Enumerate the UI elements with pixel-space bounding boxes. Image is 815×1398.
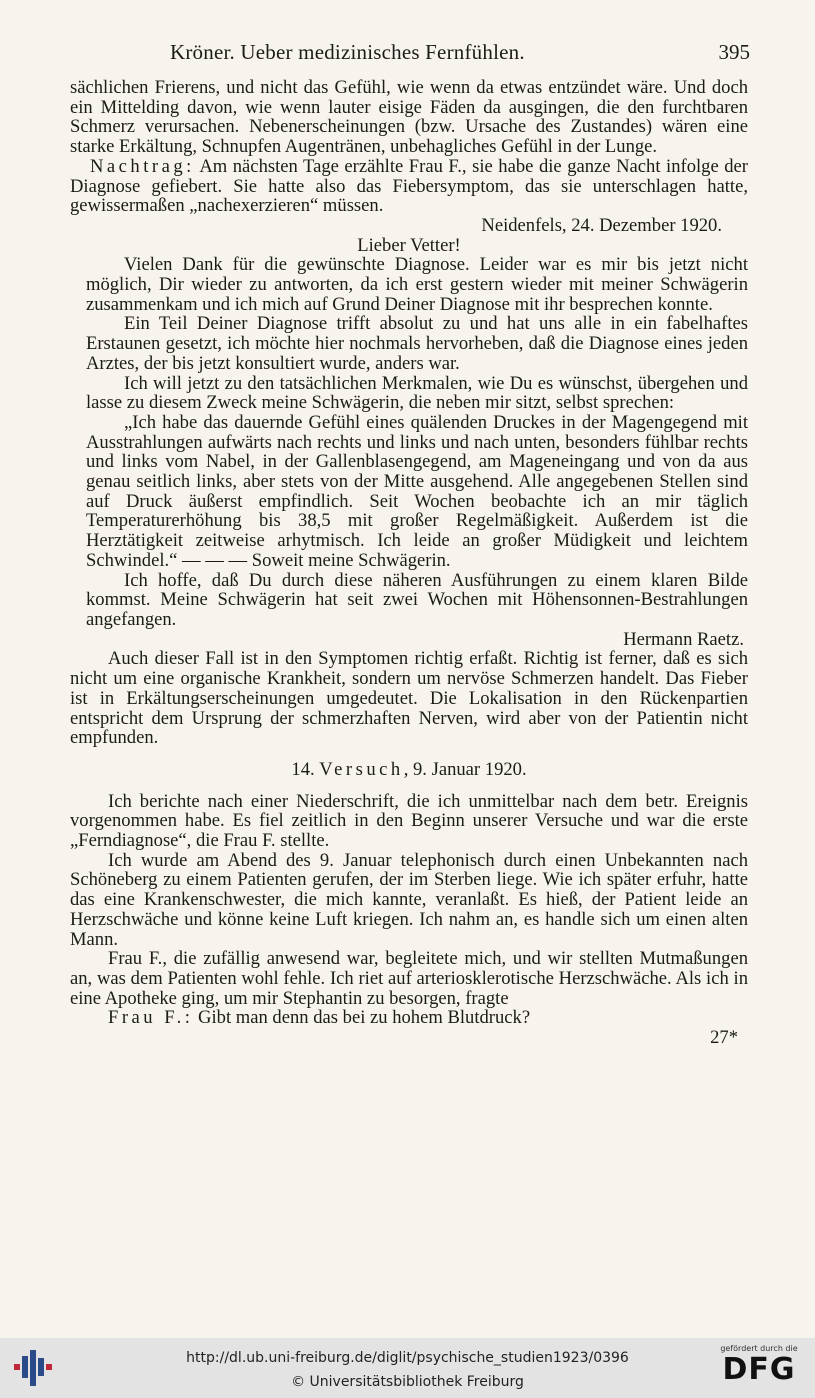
dfg-logo-text: DFG (722, 1352, 796, 1387)
letter-paragraph-2: Ein Teil Deiner Diagnose trifft absolut zu und hat uns alle in ein fabelhaftes Erstaunen gesetzt, ich möchte hier nochmals hervorheben, daß die Diagnose eines jeden Arztes, der bis jetzt konsultiert wurde, anders war. (86, 313, 748, 374)
dfg-logo (713, 1344, 805, 1394)
paragraph-6: Frau F., die zufällig anwesend war, begleitete mich, und wir stellten Mutmaßungen an, was dem Patienten wohl fehle. Ich riet auf arteriosklerotische Herzschwäche. Als ich in eine Apotheke ging, um mir Stephantin zu besorgen, fragte (70, 948, 748, 1009)
letter-paragraph-5: Ich hoffe, daß Du durch diese näheren Ausführungen zu einem klaren Bilde kommst. Meine Schwägerin hat seit zwei Wochen mit Höhensonnen-Bestrahlungen angefangen. (86, 569, 748, 630)
section-word: Versuch (319, 758, 404, 780)
paragraph-4: Ich berichte nach einer Niederschrift, die ich unmittelbar nach dem betr. Ereignis vorgenommen habe. Es fiel zeitlich in den Beginn unserer Versuche und war die erste „Ferndiagnose“, die Frau F. stellte. (70, 790, 748, 852)
nachtrag-text: Am nächsten Tage erzählte Frau F., sie habe die ganze Nacht infolge der Diagnose gefiebert. Sie hatte also das Fiebersymptom, das sie unterschlagen hatte, gewissermaßen „nachexerzieren“ müssen. (70, 155, 748, 217)
paragraph-nachtrag (70, 157, 748, 216)
dialogue-text: Gibt man denn das bei zu hohem Blutdruck? (193, 1007, 531, 1029)
section-heading (70, 760, 748, 780)
paragraph-3: Auch dieser Fall ist in den Symptomen richtig erfaßt. Richtig ist ferner, daß es sich nicht um eine organische Krankheit, sondern um nervöse Schmerzen handelt. Das Fieber ist in Erkältungserscheinungen umgedeutet. Die Lokalisation in den Rückenpartien entspricht dem Ursprung der schmerzhaften Nerven, wird aber von der Patientin nicht empfunden. (70, 648, 748, 749)
viewer-footer (0, 1338, 815, 1398)
section-number: 14. (291, 758, 315, 780)
page-number: 395 (718, 40, 750, 64)
section-date: , 9. Januar 1920. (403, 758, 527, 780)
letter-dateline: Neidenfels, 24. Dezember 1920. (481, 214, 722, 236)
letter-signature: Hermann Raetz. (623, 628, 744, 650)
paragraph-1: sächlichen Frierens, und nicht das Gefühl, wie wenn da etwas entzündet wäre. Und doch ein Mittelding davon, wie wenn lauter eisige Fäden da ausgingen, die den furchtbaren Schmerz verursachen. Nebenerscheinungen (bzw. Ursache des Zustandes) wären eine starke Erkältung, Schnupfen Augentränen, unbehagliches Gefühl in der Lunge. (70, 77, 748, 158)
letter-body (86, 255, 748, 649)
page-body (70, 78, 748, 1048)
paragraph-5: Ich wurde am Abend des 9. Januar telephonisch durch einen Unbekannten nach Schöneberg zu einem Patienten gerufen, der im Sterben liege. Wie ich später erfuhr, hatte das eine Krankenschwester, die mich kannte, veranlaßt. Es hieß, der Patient leide an Herzschwäche und könne keine Luft kriegen. Ich nahm an, es handle sich um einen alten Mann. (70, 849, 748, 950)
nachtrag-label: Nachtrag: (90, 155, 195, 177)
running-header (70, 40, 750, 70)
letter-paragraph-3: Ich will jetzt zu den tatsächlichen Merkmalen, wie Du es wünschst, übergehen und lasse zu diesem Zweck meine Schwägerin, die neben mir sitzt, selbst sprechen: (86, 372, 748, 414)
dialogue-speaker: Frau F.: (108, 1007, 194, 1029)
paragraph-7 (70, 1008, 748, 1028)
copyright-notice: © Universitätsbibliothek Freiburg (291, 1374, 524, 1390)
letter-salutation: Lieber Vetter! (357, 234, 461, 256)
running-title: Kröner. Ueber medizinisches Fernfühlen. (170, 40, 525, 64)
letter-paragraph-1: Vielen Dank für die gewünschte Diagnose. Leider war es mir bis jetzt nicht möglich, Dir wieder zu antworten, da ich erst gestern wieder mit meiner Schwägerin zusammenkam und ich mich auf Grund Deiner Diagnose mit ihr besprechen konnte. (86, 254, 748, 315)
document-url-link[interactable]: http://dl.ub.uni-freiburg.de/diglit/psychische_studien1923/0396 (186, 1350, 629, 1366)
letter-paragraph-4: „Ich habe das dauernde Gefühl eines quälenden Druckes in der Magengegend mit Ausstrahlungen aufwärts nach rechts und links und nach unten, besonders fühlbar rechts und links vom Nabel, in der Gallenblasengegend, am Mageneingang und von da aus genau seitlich links, aber stets von der Mitte ausgehend. Alle angegebenen Stellen sind auf Druck äußerst empfindlich. Seit Wochen beobachte ich an mir täglich Temperaturerhöhung bis 38,5 mit großer Regelmäßigkeit. Außerdem ist die Herztätigkeit zeitweise arhytmisch. Ich leide an großer Müdigkeit und leichtem Schwindel.“ — — — Soweit meine Schwägerin. (86, 411, 748, 571)
signature-mark: 27* (710, 1027, 738, 1049)
sponsor-text: gefördert durch die (720, 1344, 798, 1353)
